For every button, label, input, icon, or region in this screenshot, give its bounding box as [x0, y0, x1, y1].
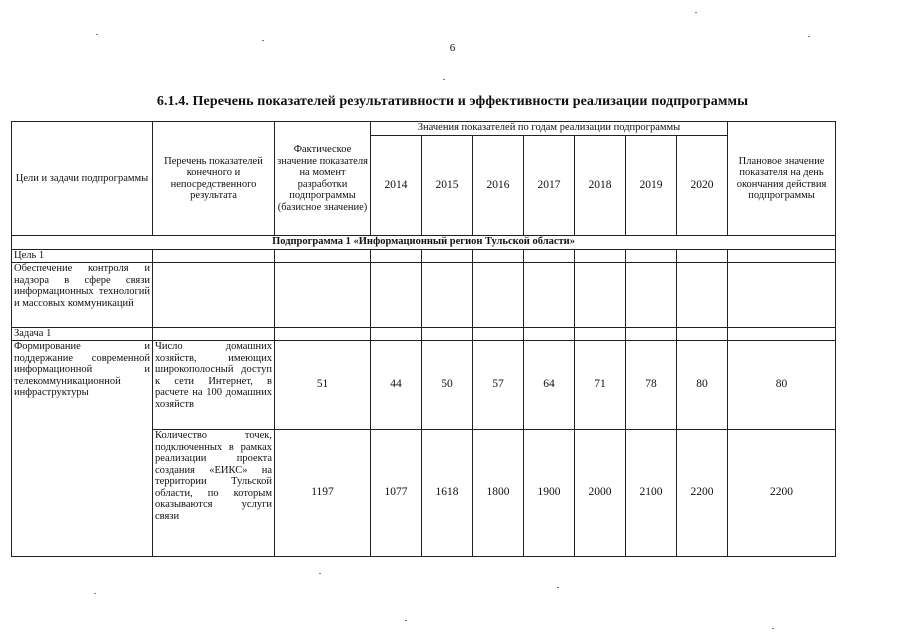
indicator-text: Число домашних хозяйств, имеющих широкополосный доступ к сети Интернет, в расчете на 100 домашних хозяйств [153, 341, 275, 430]
header-years-group: Значения показателей по годам реализации подпрограммы [371, 122, 728, 136]
value-2020: 2200 [677, 430, 728, 557]
header-indicators: Перечень показателей конечного и непосредственного результата [153, 122, 275, 236]
task-label: Задача 1 [12, 328, 153, 341]
header-year-2016: 2016 [473, 136, 524, 236]
task-text: Формирование и поддержание современной информационной и телекоммуникационной инфраструктуры [12, 341, 153, 557]
scan-speck [405, 620, 407, 621]
subprogram-row [12, 236, 836, 250]
indicators-table [11, 121, 836, 557]
header-year-2020: 2020 [677, 136, 728, 236]
goal-label-row [12, 250, 836, 263]
scan-speck [557, 587, 559, 588]
scan-speck [772, 628, 774, 629]
header-year-2019: 2019 [626, 136, 677, 236]
value-2018: 71 [575, 341, 626, 430]
value-2015: 1618 [422, 430, 473, 557]
header-actual-value: Фактическое значение показателя на момент разработки подпрограммы (базисное значение) [275, 122, 371, 236]
scan-speck [319, 573, 321, 574]
scan-speck [443, 79, 445, 80]
base-value: 1197 [275, 430, 371, 557]
value-2014: 44 [371, 341, 422, 430]
planned-value: 2200 [728, 430, 836, 557]
scan-speck [94, 593, 96, 594]
page-title: 6.1.4. Перечень показателей результативности и эффективности реализации подпрограммы [156, 94, 749, 109]
goal-text-row [12, 263, 836, 328]
header-year-2018: 2018 [575, 136, 626, 236]
task-label-row [12, 328, 836, 341]
header-row-1 [12, 122, 836, 136]
indicator-text: Количество точек, подключенных в рамках реализации проекта создания «ЕИКС» на территории Тульской области, по которым оказываются услуги связи [153, 430, 275, 557]
value-2017: 1900 [524, 430, 575, 557]
scan-speck [262, 40, 264, 41]
page-number: 6 [449, 42, 456, 54]
header-year-2015: 2015 [422, 136, 473, 236]
scan-speck [808, 36, 810, 37]
goal-label: Цель 1 [12, 250, 153, 263]
header-year-2017: 2017 [524, 136, 575, 236]
value-2019: 2100 [626, 430, 677, 557]
value-2018: 2000 [575, 430, 626, 557]
header-year-2014: 2014 [371, 136, 422, 236]
value-2014: 1077 [371, 430, 422, 557]
value-2016: 57 [473, 341, 524, 430]
value-2020: 80 [677, 341, 728, 430]
planned-value: 80 [728, 341, 836, 430]
header-goals: Цели и задачи подпрограммы [12, 122, 153, 236]
header-planned-value: Плановое значение показателя на день окончания действия подпрограммы [728, 122, 836, 236]
value-2015: 50 [422, 341, 473, 430]
value-2019: 78 [626, 341, 677, 430]
value-2016: 1800 [473, 430, 524, 557]
scan-speck [96, 34, 98, 35]
value-2017: 64 [524, 341, 575, 430]
table-row [12, 341, 836, 430]
base-value: 51 [275, 341, 371, 430]
goal-text: Обеспечение контроля и надзора в сфере связи информационных технологий и массовых коммуникаций [12, 263, 153, 328]
scan-speck [695, 12, 697, 13]
subprogram-title: Подпрограмма 1 «Информационный регион Тульской области» [12, 236, 836, 250]
